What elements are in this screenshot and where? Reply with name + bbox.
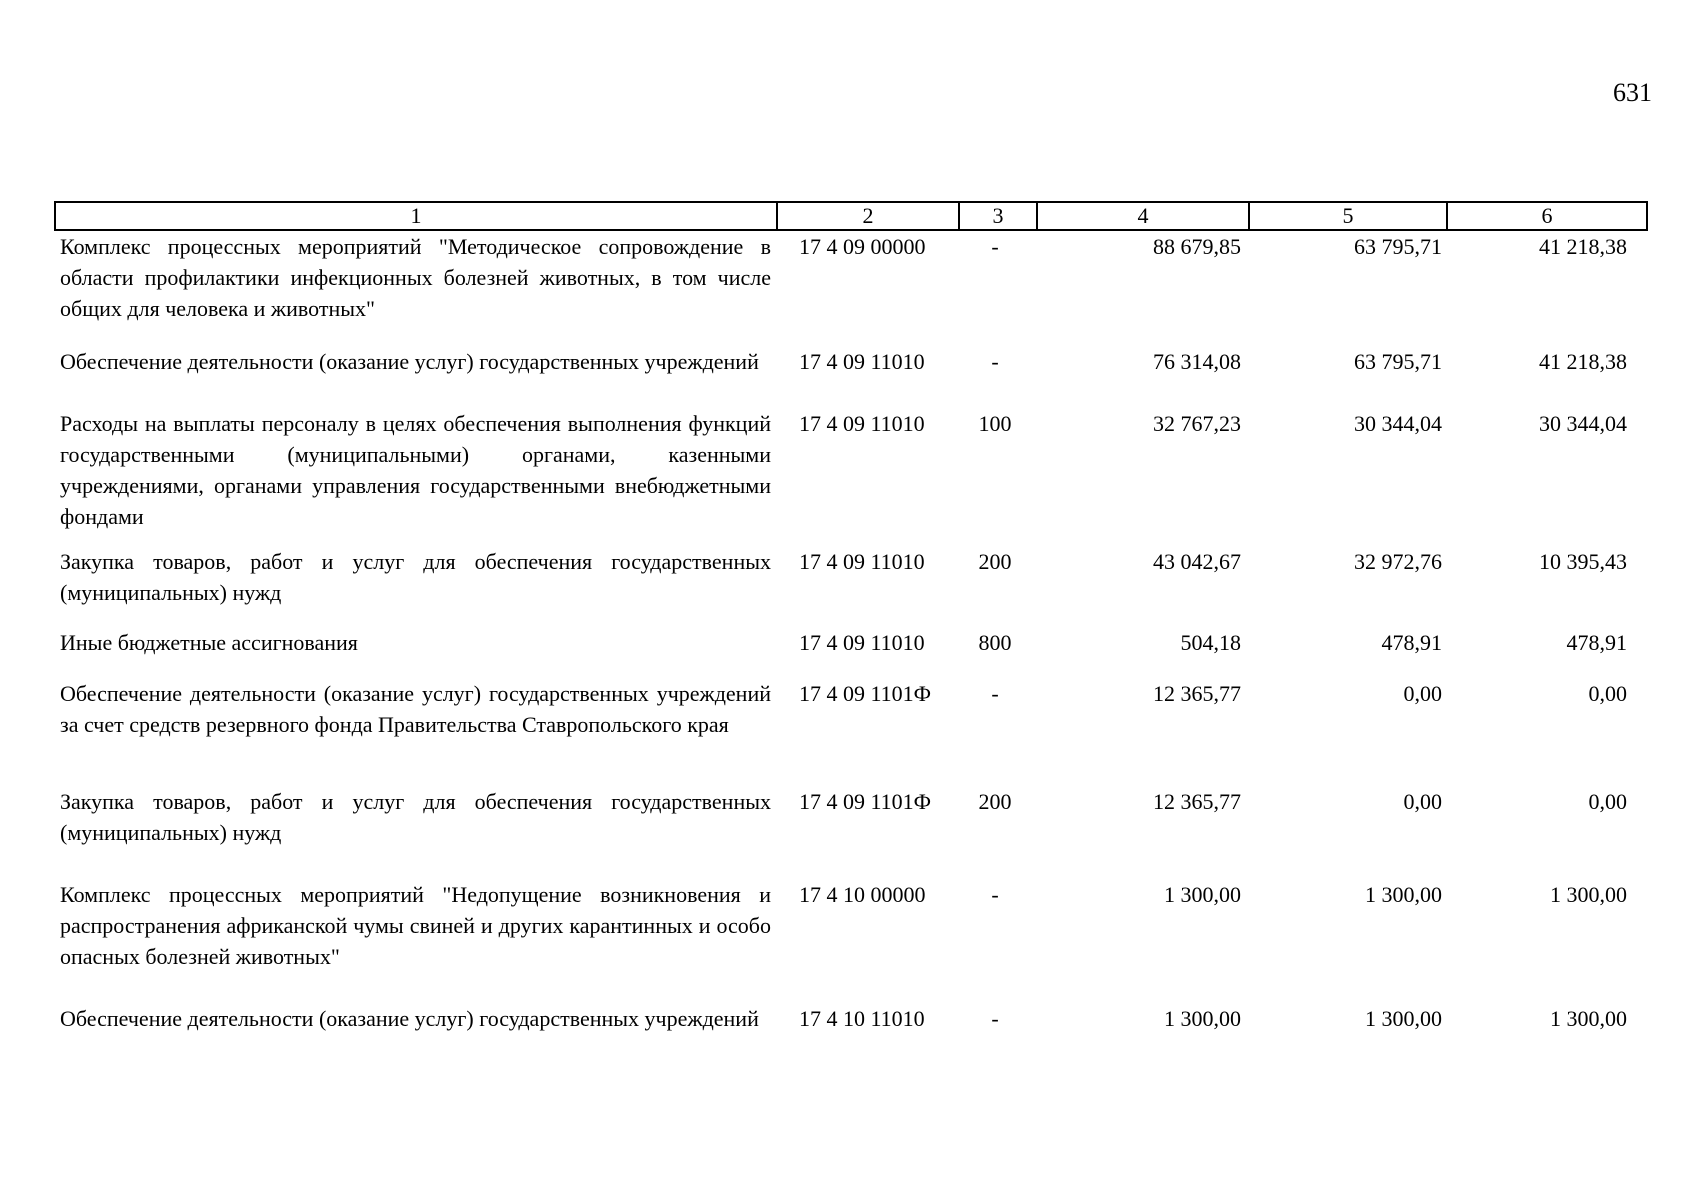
row-value-col6: 0,00 xyxy=(1588,789,1627,814)
row-expense-type: - xyxy=(991,1006,999,1031)
row-name: Обеспечение деятельности (оказание услуг) государственных учреждений за счет средств резервного фонда Правительства Ставропольского края xyxy=(60,681,771,737)
row-value-col6: 30 344,04 xyxy=(1539,411,1627,436)
row-value-col5: 1 300,00 xyxy=(1365,882,1442,907)
column-header-1: 1 xyxy=(55,202,777,230)
table-row xyxy=(55,230,1647,346)
row-value-col4: 1 300,00 xyxy=(1164,1006,1241,1031)
row-name: Закупка товаров, работ и услуг для обеспечения государственных (муниципальных) нужд xyxy=(60,549,771,605)
table-row xyxy=(55,627,1647,678)
row-name: Обеспечение деятельности (оказание услуг) государственных учреждений xyxy=(60,349,759,374)
table-row xyxy=(55,346,1647,408)
row-code: 17 4 10 11010 xyxy=(799,1006,925,1031)
row-value-col5: 63 795,71 xyxy=(1354,349,1442,374)
row-expense-type: 200 xyxy=(978,549,1012,574)
row-expense-type: - xyxy=(991,681,999,706)
row-value-col5: 32 972,76 xyxy=(1354,549,1442,574)
row-value-col4: 12 365,77 xyxy=(1153,789,1241,814)
row-value-col6: 478,91 xyxy=(1566,630,1627,655)
row-code: 17 4 10 00000 xyxy=(799,882,926,907)
row-expense-type: - xyxy=(991,349,999,374)
row-code: 17 4 09 1101Ф xyxy=(799,681,932,706)
row-value-col5: 0,00 xyxy=(1403,681,1442,706)
row-value-col4: 1 300,00 xyxy=(1164,882,1241,907)
row-code: 17 4 09 11010 xyxy=(799,630,925,655)
row-value-col5: 478,91 xyxy=(1381,630,1442,655)
page-number: 631 xyxy=(1613,78,1652,107)
table-row xyxy=(55,879,1647,1003)
row-value-col4: 43 042,67 xyxy=(1153,549,1241,574)
header-row xyxy=(55,202,1647,230)
table-header xyxy=(55,202,1647,230)
row-value-col6: 41 218,38 xyxy=(1539,234,1627,259)
row-value-col4: 76 314,08 xyxy=(1153,349,1241,374)
table-body xyxy=(55,230,1647,1065)
row-code: 17 4 09 1101Ф xyxy=(799,789,932,814)
row-value-col5: 0,00 xyxy=(1403,789,1442,814)
row-name: Закупка товаров, работ и услуг для обеспечения государственных (муниципальных) нужд xyxy=(60,789,771,845)
column-header-3: 3 xyxy=(959,202,1037,230)
row-code: 17 4 09 11010 xyxy=(799,411,925,436)
row-name: Комплекс процессных мероприятий "Методическое сопровождение в области профилактики инфекционных болезней животных, в том числе общих для человека и животных" xyxy=(60,234,771,321)
row-value-col4: 12 365,77 xyxy=(1153,681,1241,706)
row-value-col6: 10 395,43 xyxy=(1539,549,1627,574)
row-name: Комплекс процессных мероприятий "Недопущение возникновения и распространения африканской чумы свиней и других карантинных и особо опасных болезней животных" xyxy=(60,882,771,969)
budget-table-container xyxy=(54,201,1646,1065)
row-value-col5: 30 344,04 xyxy=(1354,411,1442,436)
row-value-col6: 1 300,00 xyxy=(1550,882,1627,907)
row-value-col6: 0,00 xyxy=(1588,681,1627,706)
row-value-col6: 1 300,00 xyxy=(1550,1006,1627,1031)
row-code: 17 4 09 11010 xyxy=(799,549,925,574)
column-header-4: 4 xyxy=(1037,202,1249,230)
column-header-5: 5 xyxy=(1249,202,1447,230)
row-value-col5: 63 795,71 xyxy=(1354,234,1442,259)
row-value-col4: 32 767,23 xyxy=(1153,411,1241,436)
row-name: Иные бюджетные ассигнования xyxy=(60,630,358,655)
table-row xyxy=(55,786,1647,879)
row-expense-type: 100 xyxy=(978,411,1012,436)
table-row xyxy=(55,1003,1647,1065)
row-expense-type: 800 xyxy=(978,630,1012,655)
row-code: 17 4 09 11010 xyxy=(799,349,925,374)
row-name: Расходы на выплаты персоналу в целях обеспечения выполнения функций государственными (муниципальными) органами, казенными учреждениями, органами управления государственными внебюджетными фондами xyxy=(60,411,771,529)
column-header-6: 6 xyxy=(1447,202,1647,230)
table-row xyxy=(55,546,1647,627)
row-value-col4: 88 679,85 xyxy=(1153,234,1241,259)
row-name: Обеспечение деятельности (оказание услуг) государственных учреждений xyxy=(60,1006,759,1031)
row-expense-type: - xyxy=(991,234,999,259)
budget-table xyxy=(54,201,1648,1065)
table-row xyxy=(55,678,1647,786)
row-value-col6: 41 218,38 xyxy=(1539,349,1627,374)
row-expense-type: - xyxy=(991,882,999,907)
table-row xyxy=(55,408,1647,546)
row-value-col4: 504,18 xyxy=(1180,630,1241,655)
row-expense-type: 200 xyxy=(978,789,1012,814)
row-code: 17 4 09 00000 xyxy=(799,234,926,259)
row-value-col5: 1 300,00 xyxy=(1365,1006,1442,1031)
column-header-2: 2 xyxy=(777,202,959,230)
